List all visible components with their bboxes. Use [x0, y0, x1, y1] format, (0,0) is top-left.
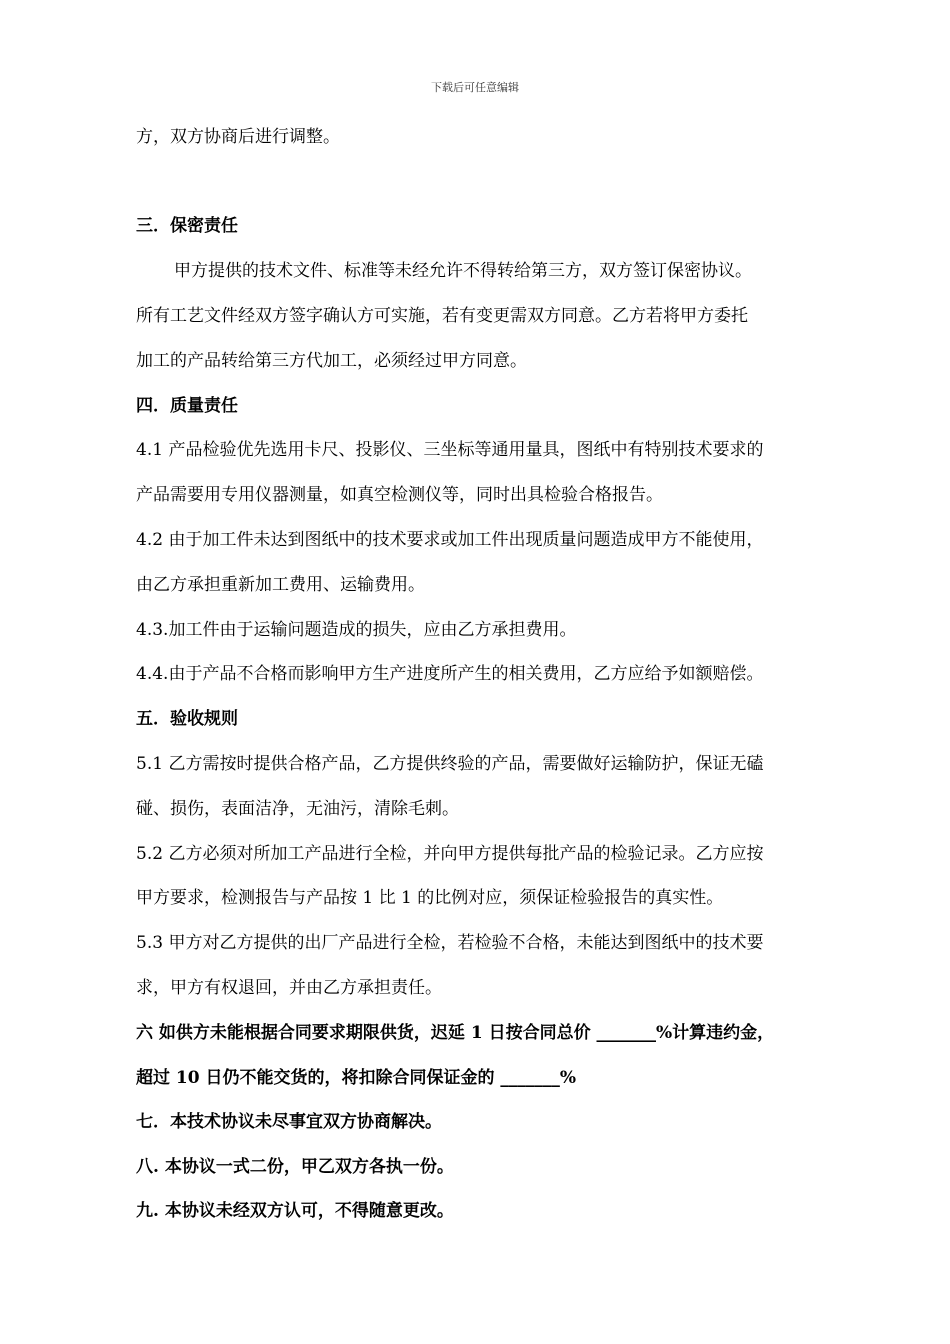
paragraph-line: 所有工艺文件经双方签字确认方可实施，若有变更需双方同意。乙方若将甲方委托 — [136, 306, 748, 326]
paragraph-line: 由乙方承担重新加工费用、运输费用。 — [136, 575, 425, 595]
paragraph-line: 4.1 产品检验优先选用卡尺、投影仪、三坐标等通用量具，图纸中有特别技术要求的 — [136, 440, 764, 460]
paragraph-line: 甲方提供的技术文件、标准等未经允许不得转给第三方，双方签订保密协议。 — [174, 261, 752, 281]
paragraph-line: 求，甲方有权退回，并由乙方承担责任。 — [136, 978, 442, 998]
paragraph-line: 碰、损伤，表面洁净，无油污，清除毛刺。 — [136, 799, 459, 819]
paragraph-line: 甲方要求，检测报告与产品按 1 比 1 的比例对应，须保证检验报告的真实性。 — [136, 888, 724, 908]
clause-six-line: 超过 10 日仍不能交货的，将扣除合同保证金的 _______% — [136, 1068, 577, 1088]
paragraph-line: 4.2 由于加工件未达到图纸中的技术要求或加工件出现质量问题造成甲方不能使用， — [136, 530, 764, 550]
section-heading-acceptance: 五．验收规则 — [136, 709, 238, 729]
clause-nine: 九. 本协议未经双方认可，不得随意更改。 — [136, 1201, 454, 1221]
clause-six-line: 六 如供方未能根据合同要求期限供货，迟延 1 日按合同总价 _______%计算违约金， — [136, 1023, 775, 1043]
paragraph-line: 5.1 乙方需按时提供合格产品，乙方提供终验的产品，需要做好运输防护，保证无磕 — [136, 754, 764, 774]
paragraph-line: 加工的产品转给第三方代加工，必须经过甲方同意。 — [136, 351, 527, 371]
section-heading-confidentiality: 三．保密责任 — [136, 216, 238, 236]
header-note: 下载后可任意编辑 — [431, 81, 519, 94]
clause-eight: 八. 本协议一式二份，甲乙双方各执一份。 — [136, 1157, 454, 1177]
section-heading-quality: 四．质量责任 — [136, 396, 238, 416]
paragraph-line: 产品需要用专用仪器测量，如真空检测仪等，同时出具检验合格报告。 — [136, 485, 663, 505]
clause-seven: 七．本技术协议未尽事宜双方协商解决。 — [136, 1112, 442, 1132]
paragraph-line: 4.4.由于产品不合格而影响甲方生产进度所产生的相关费用，乙方应给予如额赔偿。 — [136, 664, 764, 684]
paragraph-line: 5.3 甲方对乙方提供的出厂产品进行全检，若检验不合格，未能达到图纸中的技术要 — [136, 933, 764, 953]
paragraph-line: 方，双方协商后进行调整。 — [136, 127, 340, 147]
paragraph-line: 4.3.加工件由于运输问题造成的损失，应由乙方承担费用。 — [136, 620, 577, 640]
paragraph-line: 5.2 乙方必须对所加工产品进行全检，并向甲方提供每批产品的检验记录。乙方应按 — [136, 844, 764, 864]
